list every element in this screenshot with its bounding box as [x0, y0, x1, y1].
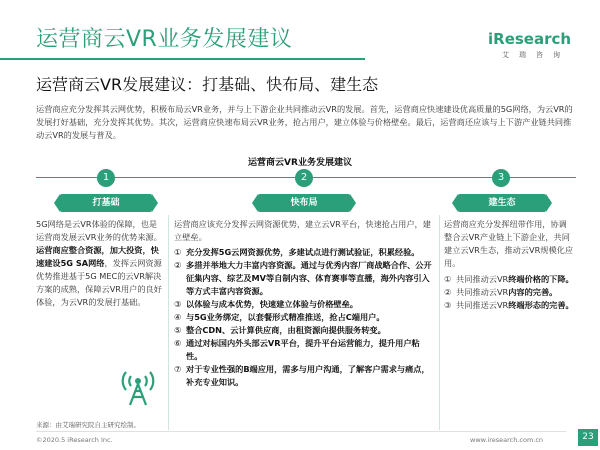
list-item: ① 充分发挥5G云网资源优势，多建试点进行测试验证，积累经验。: [174, 247, 420, 257]
page-subtitle: 运营商云VR发展建议：打基础、快布局、建生态: [36, 75, 379, 94]
signal-tower-icon: [118, 364, 158, 406]
intro-paragraph: 运营商应充分发挥其云网优势，积极布局云VR业务，并与上下游企业共同推动云VR的发展。首先，运营商应快速建设优高质量的5G网络，为云VR的发展打好基础，充分发挥其优势。其次，运营商应快速布局云VR业务，抢占用户，建立体验与价格壁垒。最后，运营商还应该与上下游产业链共同推动云VR的发展与普及。: [36, 104, 573, 140]
footer-divider: [36, 431, 566, 432]
column-1-text-post: ，发挥云网资源优势推进基于5G MEC的云VR解决方案的成熟，保障云VR用户的良好体验，为云VR的发展打基础。: [36, 258, 162, 307]
list-item: ③ 以体验与成本优势，快速建立体验与价格壁垒。: [174, 299, 358, 309]
step-number-3: 3: [492, 169, 510, 187]
logo-subtext: 艾瑞咨询: [502, 51, 570, 59]
list-item: ③ 共同推送云VR终端形态的完善。: [444, 300, 574, 310]
iresearch-logo: [488, 30, 578, 60]
step-label-3: 建生态: [458, 194, 546, 212]
list-item: ① 共同推动云VR终端价格的下降。: [444, 274, 574, 284]
section-title: 运营商云VR业务发展建议: [248, 158, 352, 168]
step-label-2: 快布局: [258, 194, 350, 212]
step-label-1: 打基础: [60, 194, 152, 212]
column-2-list: [174, 246, 436, 389]
column-2-text: 运营商应该充分发挥云网资源优势，建立云VR平台，快速抢占用户，建立壁垒。: [174, 219, 431, 242]
column-1-text: [36, 218, 164, 309]
column-3-text: 运营商应充分发挥纽带作用，协调整合云VR产业链上下游企业，共同建立云VR生态，推动云VR规模化应用。: [444, 219, 574, 268]
column-divider-2: [439, 215, 440, 430]
list-item: ② 多措并举地大力丰富内容资源。通过与优秀内容厂商战略合作、公开征集内容、综艺及MV等自制内容、体育赛事等直播，海外内容引入等方式丰富内容资源。: [174, 260, 432, 296]
step-number-2: 2: [295, 169, 313, 187]
column-1-text-bold: 运营商应整合资源，加大投资，快速建设5G SA网络: [36, 245, 159, 268]
list-item: ⑤ 整合CDN、云计算供应商，由租资源向提供服务转变。: [174, 325, 386, 335]
list-item: ② 共同推动云VR内容的完善。: [444, 287, 558, 297]
title-underline: [0, 58, 365, 60]
website-url: www.iresearch.com.cn: [470, 436, 544, 444]
copyright: ©2020.5 iResearch Inc.: [36, 436, 113, 444]
page-number: 23: [578, 429, 598, 446]
column-1-text-pre: 5G网络是云VR体验的保障，也是运营商发展云VR业务的优势来源。: [36, 219, 162, 242]
column-3-list: [444, 273, 574, 312]
logo-text: iResearch: [488, 30, 572, 48]
list-item: ⑥ 通过对标国内外头部云VR平台，提升平台运营能力，提升用户粘性。: [174, 338, 420, 361]
source-note: 来源：由艾瑞研究院自主研究绘制。: [36, 421, 140, 429]
column-divider-1: [168, 215, 169, 430]
page-title: 运营商云VR业务发展建议: [36, 27, 293, 52]
step-number-1: 1: [97, 169, 115, 187]
list-item: ⑦ 对于专业性强的B端应用，需多与用户沟通，了解客户需求与痛点，补充专业知识。: [174, 364, 430, 387]
list-item: ④ 与5G业务绑定，以套餐形式精准推送，抢占C端用户。: [174, 312, 385, 322]
